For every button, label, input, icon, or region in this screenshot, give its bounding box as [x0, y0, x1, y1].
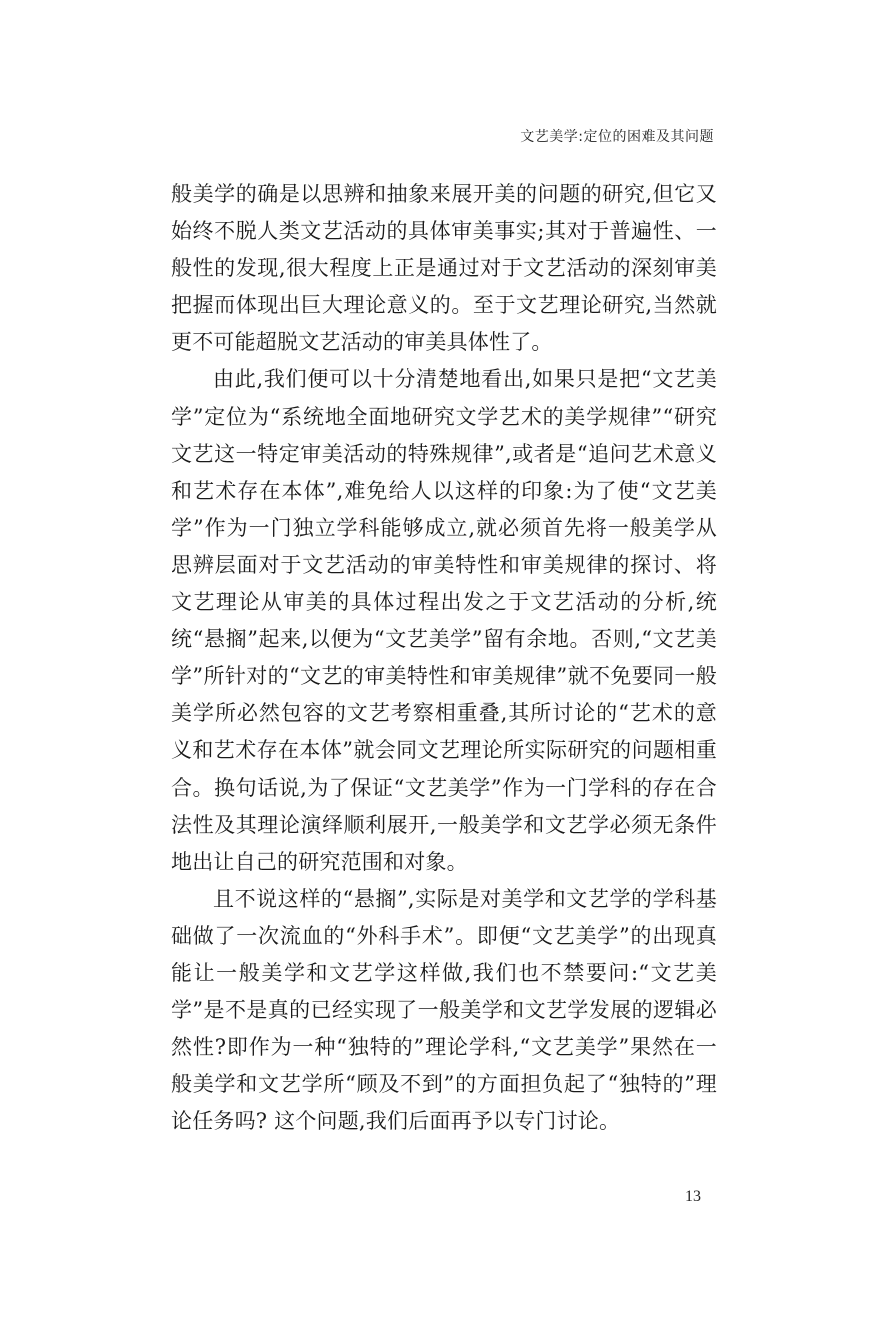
- page-number: 13: [685, 1188, 701, 1205]
- body-text: [171, 176, 717, 1140]
- paragraph-3: 且不说这样的“悬搁”,实际是对美学和文艺学的学科基础做了一次流血的“外科手术”。即便“文艺美学”的出现真能让一般美学和文艺学这样做,我们也不禁要问:“文艺美学”是不是真的已经实现了一般美学和文艺学发展的逻辑必然性?即作为一种“独特的”理论学科,“文艺美学”果然在一般美学和文艺学所“顾及不到”的方面担负起了“独特的”理论任务吗? 这个问题,我们后面再予以专门讨论。: [171, 886, 717, 1134]
- paragraph-1: 般美学的确是以思辨和抽象来展开美的问题的研究,但它又始终不脱人类文艺活动的具体审美事实;其对于普遍性、一般性的发现,很大程度上正是通过对于文艺活动的深刻审美把握而体现出巨大理论意义的。至于文艺理论研究,当然就更不可能超脱文艺活动的审美具体性了。: [171, 182, 717, 355]
- running-header: 文艺美学:定位的困难及其问题: [520, 129, 714, 145]
- paragraph-2: 由此,我们便可以十分清楚地看出,如果只是把“文艺美学”定位为“系统地全面地研究文学艺术的美学规律”“研究文艺这一特定审美活动的特殊规律”,或者是“追问艺术意义和艺术存在本体”,难免给人以这样的印象:为了使“文艺美学”作为一门独立学科能够成立,就必须首先将一般美学从思辨层面对于文艺活动的审美特性和审美规律的探讨、将文艺理论从审美的具体过程出发之于文艺活动的分析,统统“悬搁”起来,以便为“文艺美学”留有余地。否则,“文艺美学”所针对的“文艺的审美特性和审美规律”就不免要同一般美学所必然包容的文艺考察相重叠,其所讨论的“艺术的意义和艺术存在本体”就会同文艺理论所实际研究的问题相重合。换句话说,为了保证“文艺美学”作为一门学科的存在合法性及其理论演绎顺利展开,一般美学和文艺学必须无条件地出让自己的研究范围和对象。: [171, 367, 717, 874]
